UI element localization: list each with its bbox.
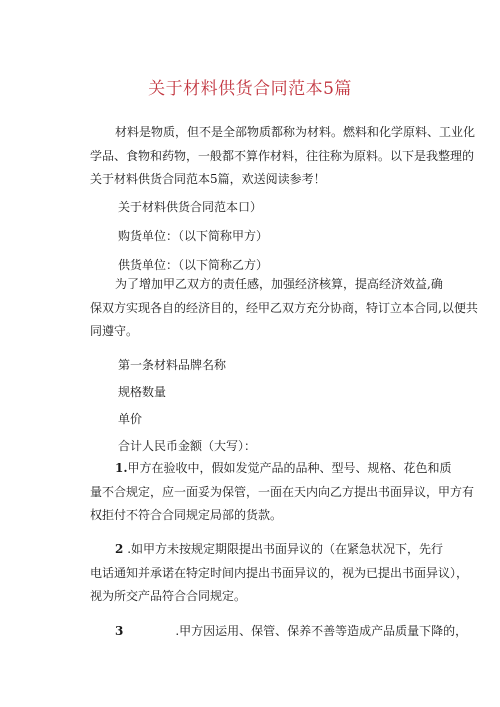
clause-2-text: .如甲方未按规定期限提出书面异议的（在紧急状况下，先行 bbox=[127, 542, 444, 556]
clause-1-text: 甲方在验收中，假如发觉产品的品种、型号、规格、花色和质 bbox=[127, 461, 452, 475]
clause-3-text: .甲方因运用、保管、保养不善等造成产品质量下降的， bbox=[175, 624, 468, 638]
buyer-line: 购货单位：（以下简称甲方） bbox=[118, 229, 269, 243]
spec-quantity-line: 规格数量 bbox=[118, 385, 167, 399]
clause-3-paragraph bbox=[90, 620, 468, 644]
purpose-line: 保双方实现各自的经济目的，经甲乙双方充分协商，特订立本合同,以便共 bbox=[90, 300, 478, 315]
purpose-line: 同遵守。 bbox=[90, 324, 139, 338]
clause-2-line: 视为所交产品符合合同规定。 bbox=[90, 589, 247, 603]
contract-heading: 关于材料供货合同范本口） bbox=[118, 200, 263, 214]
clause-1-line: 权拒付不符合合同规定局部的货款。 bbox=[90, 508, 283, 522]
unit-price-line: 单价 bbox=[118, 412, 143, 426]
intro-line: 关于材料供货合同范本5篇，欢送阅读参考！ bbox=[90, 172, 326, 186]
clause-3-number: 3 bbox=[115, 624, 124, 638]
clause-3-line bbox=[90, 620, 468, 644]
clause-1-line bbox=[90, 457, 452, 481]
intro-line: 学品、食物和药物，一般都不算作材料，往往称为原料。以下是我整理的 bbox=[90, 148, 475, 163]
document-title: 关于材料供货合同范本5篇 bbox=[148, 79, 352, 99]
clause-1-line: 量不合规定，应一面妥为保管，一面在天内向乙方提出书面异议，甲方有 bbox=[90, 484, 475, 499]
purpose-paragraph bbox=[90, 273, 478, 344]
intro-paragraph bbox=[90, 121, 476, 192]
clause-1-number: 1. bbox=[115, 461, 128, 475]
intro-line: 材料是物质，但不是全部物质都称为材料。燃料和化学原料、工业化 bbox=[115, 125, 476, 139]
clause-2-number: 2 bbox=[115, 542, 124, 556]
clause-2-line bbox=[90, 538, 444, 562]
total-amount-line: 合计人民币金额（大写）： bbox=[118, 439, 257, 453]
clause-2-paragraph bbox=[90, 538, 469, 609]
purpose-line: 为了增加甲乙双方的责任感，加强经济核算，提高经济效益,确 bbox=[115, 277, 443, 291]
clause-2-line: 电话通知并承诺在特定时间内提出书面异议的，视为已提出书面异议）， bbox=[90, 565, 469, 580]
clause-1-paragraph bbox=[90, 457, 475, 528]
supplier-line: 供货单位：（以下简称乙方） bbox=[118, 258, 269, 272]
article-1-title: 第一条材料品牌名称 bbox=[118, 358, 227, 372]
